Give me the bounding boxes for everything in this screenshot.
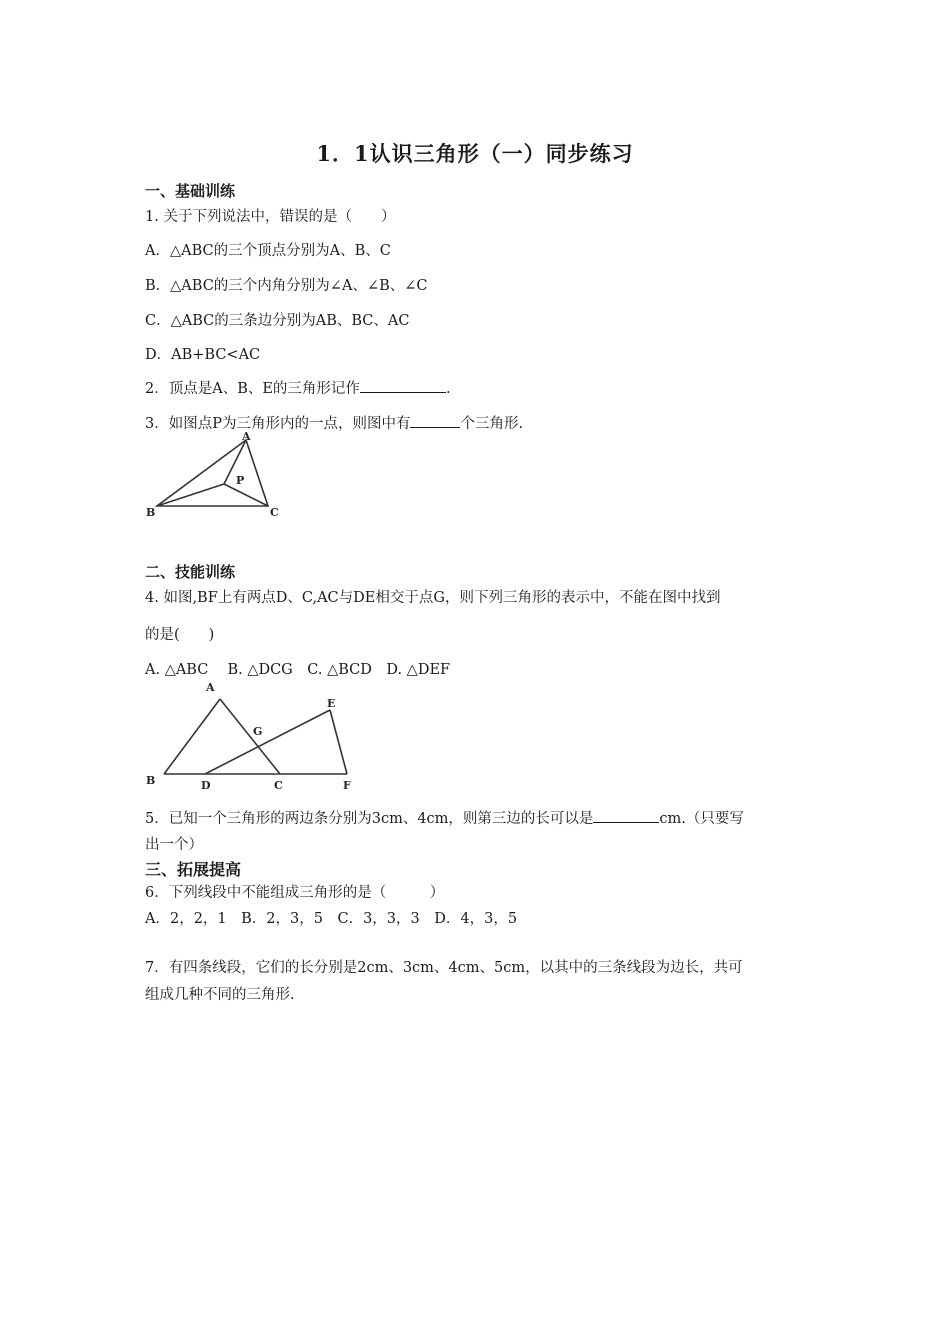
page-title: 1．1认识三角形（一）同步练习	[316, 141, 634, 166]
triangle-figure-p	[140, 428, 290, 523]
vertex-label-b: B	[146, 774, 156, 787]
question-6-options: A．2，2，1 B．2，3，5 C．3，3，3 D．4，3，5	[145, 911, 518, 927]
answer-blank[interactable]	[410, 413, 460, 428]
segment-ba	[164, 699, 220, 774]
question-5-line-2: 出一个）	[145, 837, 203, 853]
section-heading-extension: 三、拓展提高	[145, 860, 242, 879]
answer-blank[interactable]	[593, 808, 659, 823]
question-5-text: 5．已知一个三角形的两边条分别为3cm、4cm，则第三边的长可以是	[145, 811, 594, 827]
question-5-line-1	[145, 807, 744, 828]
question-1-option-b: B．△ABC的三个内角分别为∠A、∠B、∠C	[145, 278, 428, 294]
section-heading-basic: 一、基础训练	[145, 182, 236, 200]
segment-bp	[157, 484, 224, 506]
point-label-p: P	[236, 474, 245, 487]
vertex-label-c: C	[270, 506, 279, 519]
segment-ac	[220, 699, 280, 774]
section-heading-skill: 二、技能训练	[145, 563, 236, 581]
answer-blank[interactable]	[360, 378, 446, 393]
vertex-label-f: F	[343, 779, 351, 792]
question-7-line-1: 7．有四条线段，它们的长分别是2cm、3cm、4cm、5cm，以其中的三条线段为边长，共可	[145, 960, 743, 976]
question-2-end: .	[445, 381, 451, 397]
segment-de	[205, 710, 330, 774]
triangles-figure-bf	[140, 676, 370, 796]
question-4-options: A. △ABC B. △DCG C. △BCD D. △DEF	[145, 662, 451, 678]
vertex-label-a: A	[242, 430, 251, 443]
point-label-g: G	[253, 725, 263, 738]
segment-ef	[330, 710, 347, 774]
question-3-end: 个三角形.	[460, 416, 524, 432]
vertex-label-a: A	[206, 681, 215, 694]
question-1-stem: 1. 关于下列说法中，错误的是（ ）	[145, 209, 396, 225]
triangle-abc	[157, 440, 268, 506]
question-6-stem: 6．下列线段中不能组成三角形的是（ ）	[145, 885, 445, 901]
vertex-label-c: C	[274, 779, 283, 792]
question-4-stem-line-2: 的是( )	[145, 627, 215, 643]
question-5-unit: cm.（只要写	[659, 811, 744, 827]
question-1-option-d: D．AB+BC<AC	[145, 347, 261, 363]
question-2	[145, 377, 451, 398]
vertex-label-b: B	[146, 506, 156, 519]
question-2-text: 2．顶点是A、B、E的三角形记作	[145, 381, 360, 397]
question-1-option-a: A．△ABC的三个顶点分别为A、B、C	[145, 243, 391, 259]
vertex-label-d: D	[201, 779, 211, 792]
question-3-text: 3．如图点P为三角形内的一点，则图中有	[145, 416, 411, 432]
question-4-stem-line-1: 4. 如图,BF上有两点D、C,AC与DE相交于点G，则下列三角形的表示中，不能在图中找到	[145, 590, 721, 606]
question-7-line-2: 组成几种不同的三角形.	[145, 987, 295, 1003]
question-1-option-c: C．△ABC的三条边分别为AB、BC、AC	[145, 313, 410, 329]
vertex-label-e: E	[327, 697, 336, 710]
